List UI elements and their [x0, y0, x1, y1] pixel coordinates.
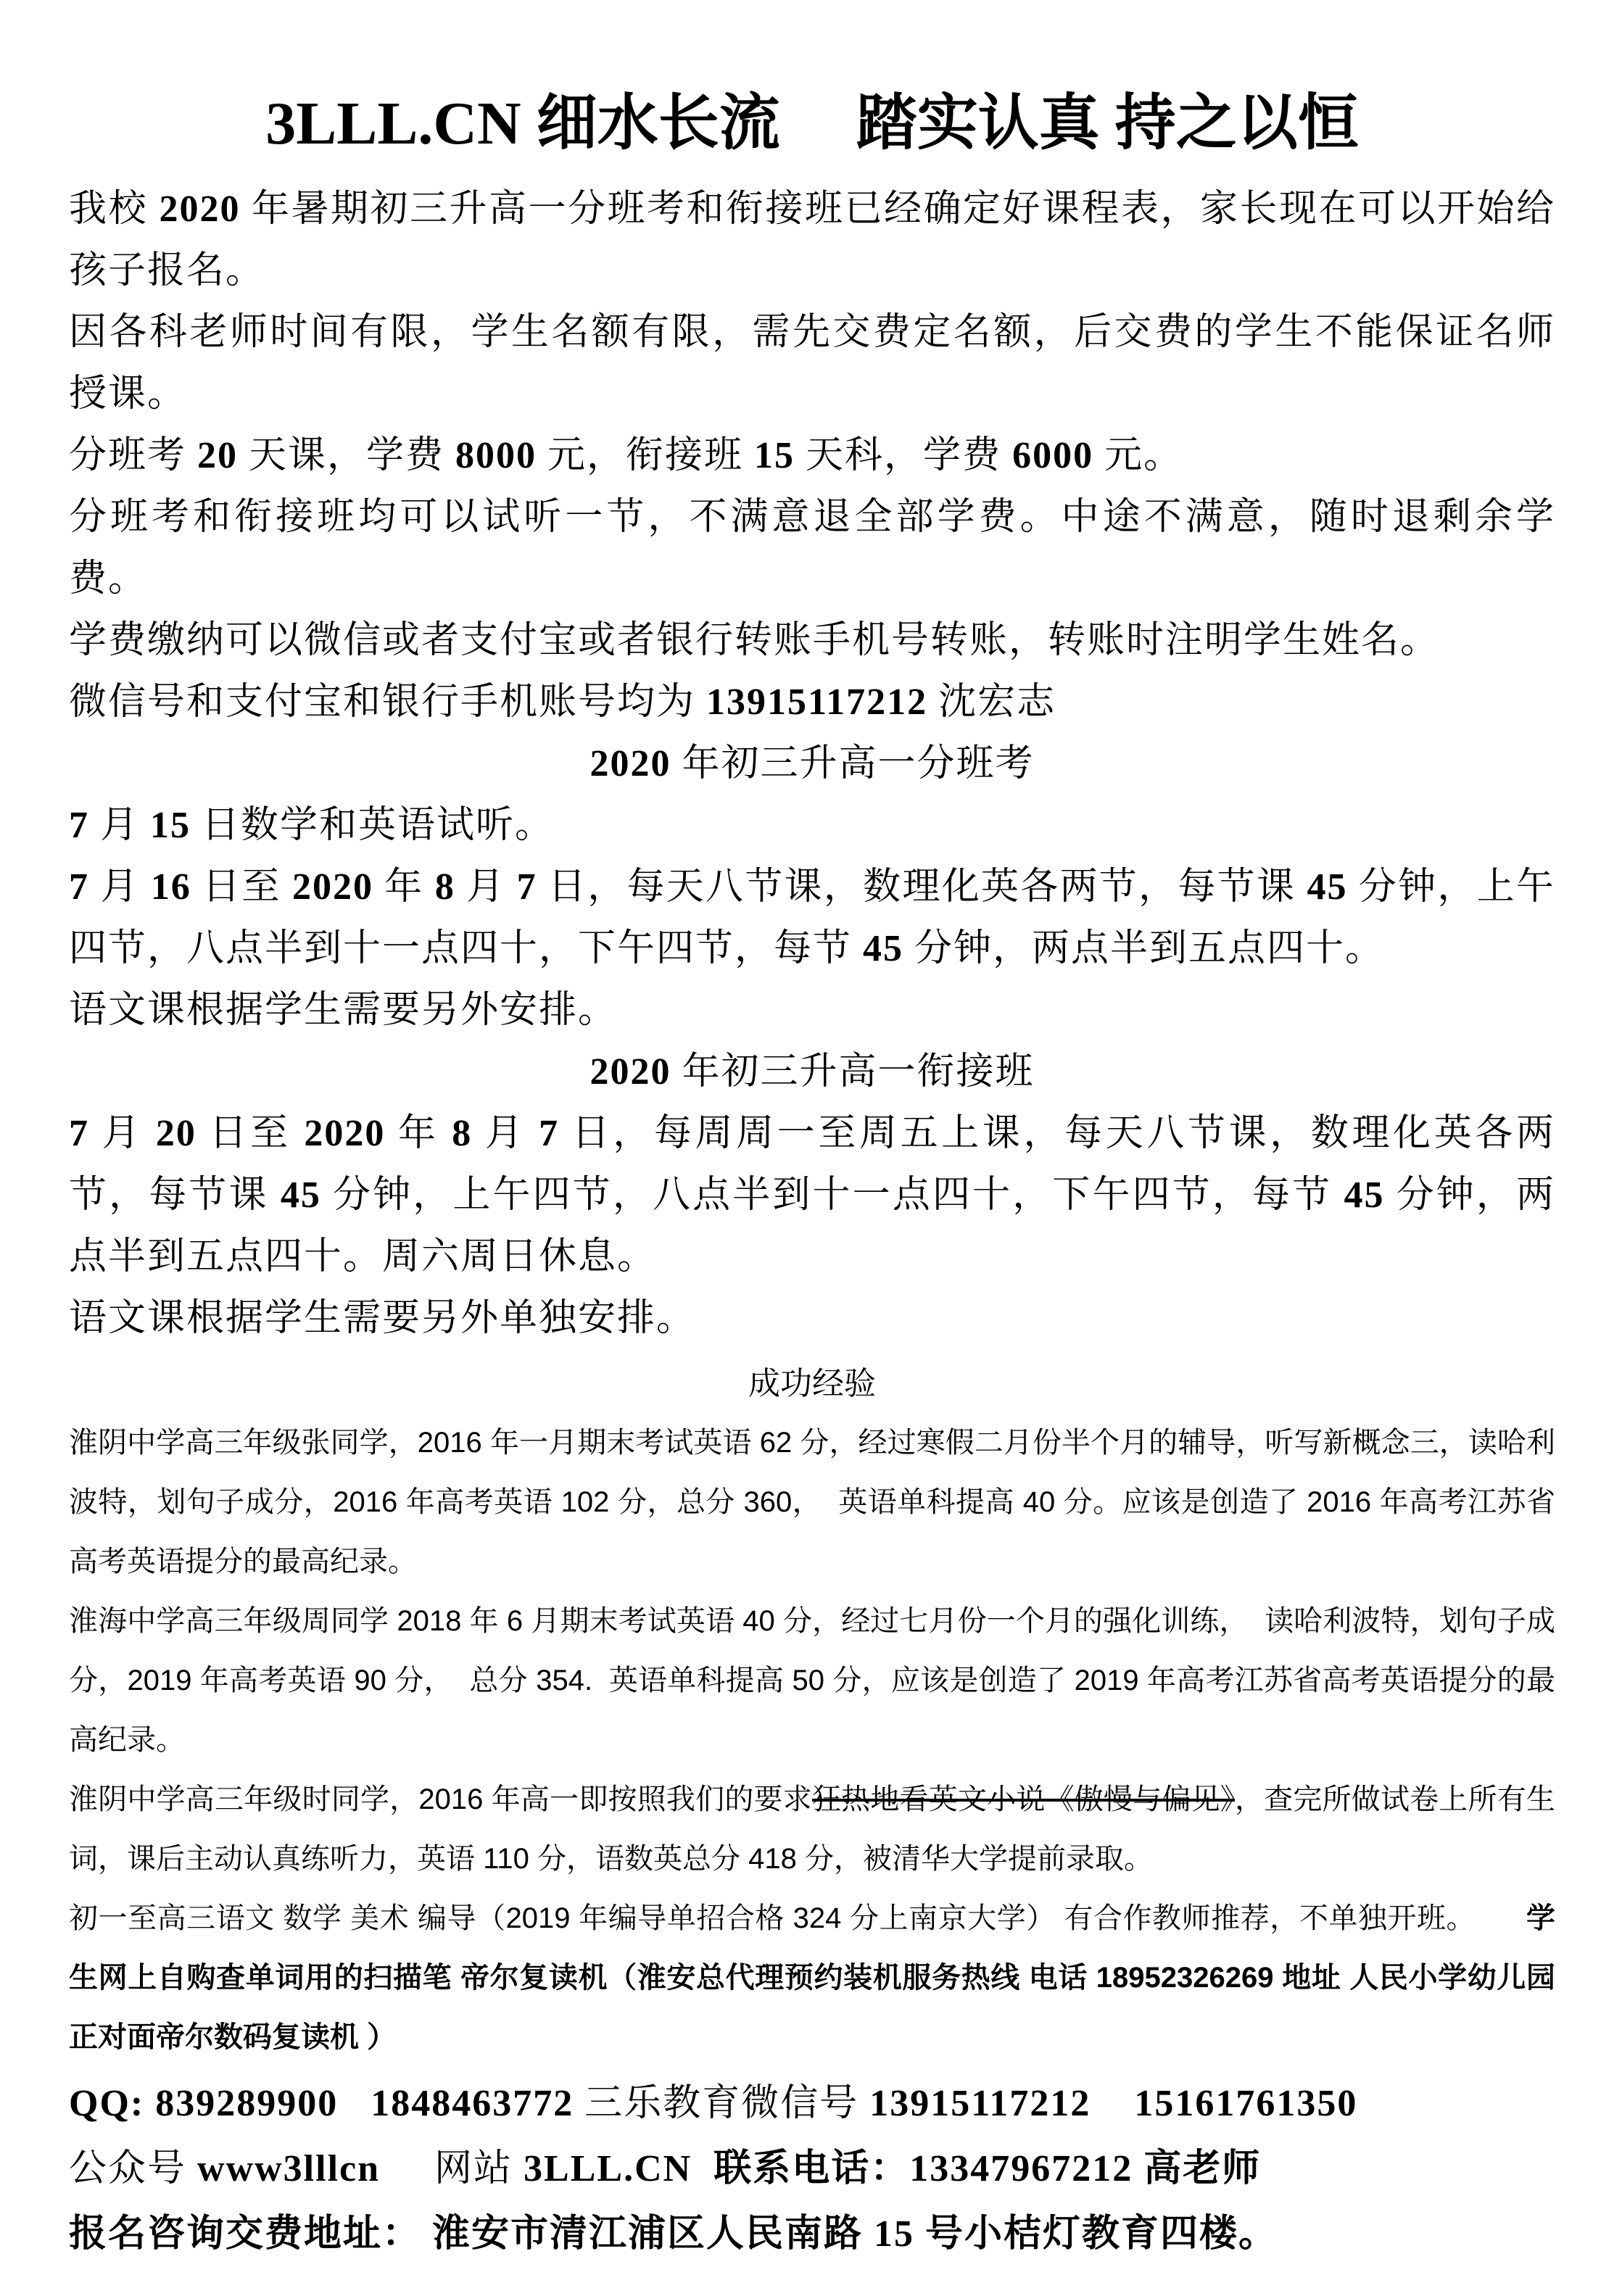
paragraph-payment-methods: 学费缴纳可以微信或者支付宝或者银行转账手机号转账，转账时注明学生姓名。	[69, 620, 1440, 661]
paragraph-intro: 我校 2020 年暑期初三升高一分班考和衔接班已经确定好课程表，家长现在可以开始给孩子报名。	[69, 188, 1555, 291]
contact-qq-line: QQ: 839289900 1848463772 三乐教育微信号 13915117212 15161761350	[69, 2083, 1358, 2124]
contact-address-line: 报名咨询交费地址： 淮安市清江浦区人民南路 15 号小桔灯教育四楼。	[69, 2213, 1278, 2255]
paragraph-other-courses: 初一至高三语文 数学 美术 编导（2019 年编导单招合格 324 分上南京大学） 有合作教师推荐，不单独开班。 学生网上自购查单词用的扫描笔 帝尔复读机（淮安总代理预约装机服务热线 电话 18952326269 地址 人民小学幼儿园正对面帝尔数码复读机 ）	[69, 1902, 1555, 2053]
paragraph-story-3: 淮阴中学高三年级时同学，2016 年高一即按照我们的要求狂热地看英文小说《傲慢与偏见》，查完所做试卷上所有生词，课后主动认真练听力，英语 110 分，语数英总分 418 分，被清华大学提前录取。	[69, 1783, 1556, 1875]
paragraph-quota: 因各科老师时间有限，学生名额有限，需先交费定名额，后交费的学生不能保证名师授课。	[69, 312, 1555, 415]
paragraph-exam-schedule: 7 月 16 日至 2020 年 8 月 7 日，每天八节课，数理化英各两节，每节课 45 分钟，上午四节，八点半到十一点四十，下午四节，每节 45 分钟，两点半到五点四十。	[69, 866, 1555, 969]
paragraph-payment-account: 微信号和支付宝和银行手机账号均为 13915117212 沈宏志	[69, 681, 1056, 723]
paragraph-bridge-chinese-note: 语文课根据学生需要另外单独安排。	[69, 1298, 696, 1339]
heading-success-stories: 成功经验	[748, 1366, 876, 1401]
paragraph-tuition: 分班考 20 天课，学费 8000 元，衔接班 15 天科，学费 6000 元。	[69, 435, 1183, 476]
paragraph-story-2: 淮海中学高三年级周同学 2018 年 6 月期末考试英语 40 分，经过七月份一个月的强化训练， 读哈利波特，划句子成分，2019 年高考英语 90 分， 总分 354. 英语单科提高 50 分，应该是创造了 2019 年高考江苏省高考英语提分的最高纪录。	[69, 1605, 1556, 1756]
paragraph-bridge-schedule: 7 月 20 日至 2020 年 8 月 7 日，每周周一至周五上课，每天八节课，数理化英各两节，每节课 45 分钟，上午四节，八点半到十一点四十，下午四节，每节 45 分钟，两点半到五点四十。周六周日休息。	[69, 1113, 1555, 1277]
page-title: 3LLL.CN 细水长流 踏实认真 持之以恒	[265, 90, 1359, 157]
paragraph-refund-policy: 分班考和衔接班均可以试听一节，不满意退全部学费。中途不满意，随时退剩余学费。	[69, 497, 1555, 600]
paragraph-exam-trial: 7 月 15 日数学和英语试听。	[69, 805, 555, 846]
heading-placement-exam: 2020 年初三升高一分班考	[589, 743, 1035, 784]
paragraph-story-1: 淮阴中学高三年级张同学，2016 年一月期末考试英语 62 分，经过寒假二月份半个月的辅导，听写新概念三，读哈利波特，划句子成分，2016 年高考英语 102 分，总分 360， 英语单科提高 40 分。应该是创造了 2016 年高考江苏省高考英语提分的最高纪录。	[69, 1427, 1556, 1578]
contact-website-line: 公众号 www3lllcn 网站 3LLL.CN 联系电话：13347967212 高老师	[69, 2148, 1262, 2189]
paragraph-exam-chinese-note: 语文课根据学生需要另外安排。	[69, 990, 618, 1031]
heading-bridge-class: 2020 年初三升高一衔接班	[589, 1051, 1035, 1093]
contact-section	[69, 2071, 1555, 2267]
